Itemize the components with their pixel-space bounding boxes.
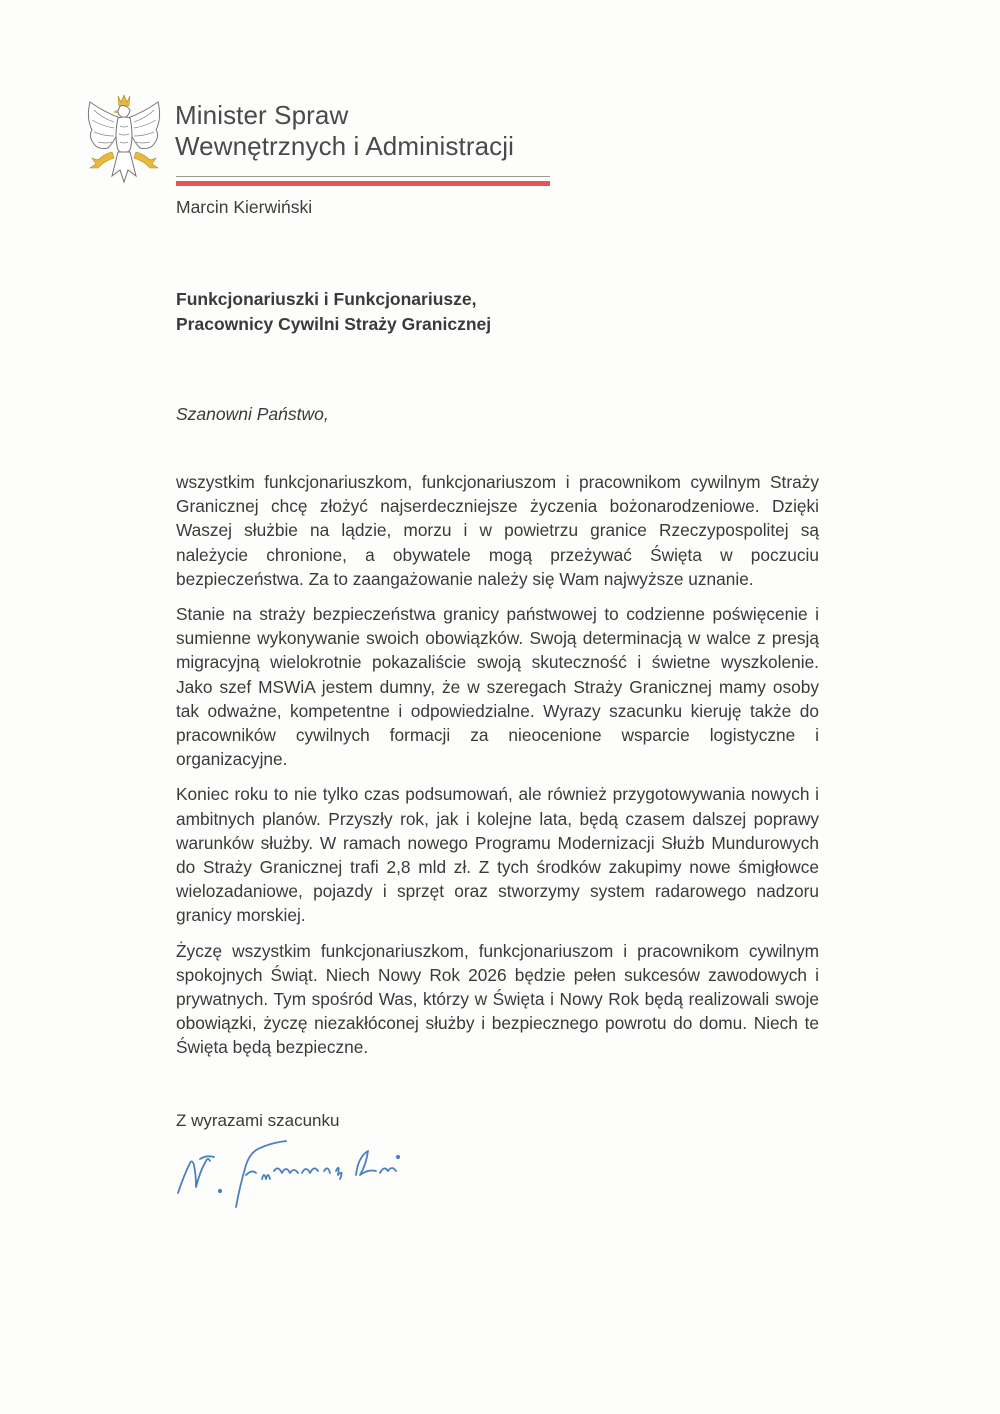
letter-body (176, 470, 819, 1071)
salutation: Szanowni Państwo, (176, 404, 329, 424)
handwritten-signature-icon (170, 1135, 450, 1215)
ministry-title (175, 100, 514, 162)
ministry-title-line2: Wewnętrznych i Administracji (175, 131, 514, 161)
letterhead-grey-rule (176, 176, 550, 177)
ministry-title-line1: Minister Spraw (175, 100, 349, 130)
paragraph: Koniec roku to nie tylko czas podsumowań, ale również przygotowywania nowych i ambitnych planów. Przyszły rok, jak i kolejne lata, będą czasem dalszej poprawy warunków służby. W ramach nowego Programu Modernizacji Służb Mundurowych do Straży Granicznej trafi 2,8 mld zł. Z tych środków zakupimy nowe śmigłowce wielozadaniowe, pojazdy i sprzęt oraz stworzymy system radarowego nadzoru granicy morskiej. (176, 784, 819, 926)
paragraph: Stanie na straży bezpieczeństwa granicy państwowej to codzienne poświęcenie i sumienne wykonywanie swoich obowiązków. Swoją determinacją w walce z presją migracyjną wielokrotnie pokazaliście swoją skuteczność i świetne wyszkolenie. Jako szef MSWiA jestem dumny, że w szeregach Straży Granicznej mamy osoby tak odważne, kompetentne i odpowiedzialne. Wyrazy szacunku kieruję także do pracowników cywilnych formacji za nieocenione wsparcie logistyczne i organizacyjne. (176, 604, 819, 770)
paragraph: Życzę wszystkim funkcjonariuszkom, funkcjonariuszom i pracownikom cywilnym spokojnych Świąt. Niech Nowy Rok 2026 będzie pełen sukcesów zawodowych i prywatnych. Tym spośród Was, którzy w Święta i Nowy Rok będą realizowali swoje obowiązki, życzę niezakłóconej służby i bezpiecznego powrotu do domu. Niech te Święta będą bezpieczne. (176, 940, 819, 1058)
polish-eagle-emblem-icon (82, 92, 166, 188)
recipient-line1: Funkcjonariuszki i Funkcjonariusze, (176, 289, 477, 309)
paragraph: wszystkim funkcjonariuszkom, funkcjonariuszom i pracownikom cywilnym Straży Granicznej chcę złożyć najserdeczniejsze życzenia bożonarodzeniowe. Dzięki Waszej służbie na lądzie, morzu i w powietrzu granice Rzeczypospolitej są należycie chronione, a obywatele mogą przeżywać Święta w poczuciu bezpieczeństwa. Za to zaangażowanie należy się Wam najwyższe uznanie. (176, 472, 819, 589)
closing-phrase: Z wyrazami szacunku (176, 1111, 340, 1130)
author-name: Marcin Kierwiński (176, 197, 313, 217)
recipient-line2: Pracownicy Cywilni Straży Granicznej (176, 314, 492, 334)
letterhead-red-rule (176, 181, 550, 186)
recipient-block (176, 287, 491, 337)
